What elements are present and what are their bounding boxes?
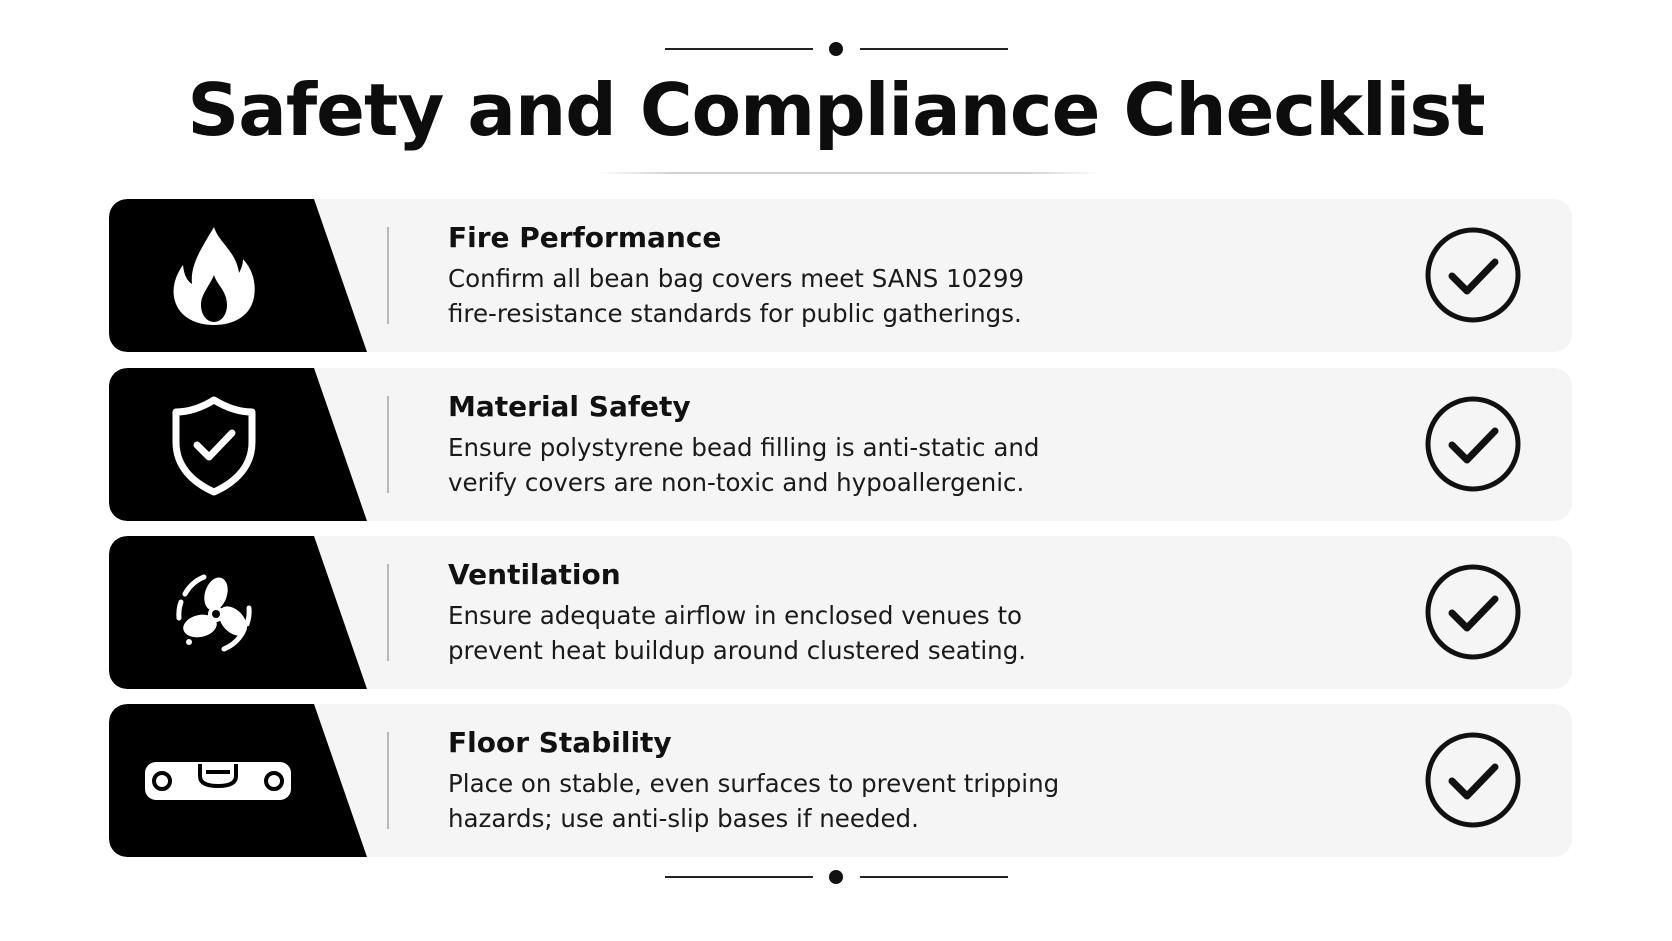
item-description — [448, 430, 1148, 500]
check-circle-icon[interactable] — [1423, 730, 1523, 830]
item-description-line: hazards; use anti-slip bases if needed. — [448, 804, 919, 833]
check-circle-icon[interactable] — [1423, 562, 1523, 662]
title-underline — [596, 172, 1101, 174]
item-description — [448, 261, 1148, 331]
vertical-divider — [387, 564, 389, 661]
ornament-line-left — [665, 876, 813, 878]
item-title: Fire Performance — [448, 221, 722, 254]
fan-icon — [159, 558, 269, 668]
checklist-item-fire-performance — [109, 199, 1572, 352]
item-description-line: Ensure adequate airflow in enclosed venues to — [448, 601, 1023, 630]
ornament-dot — [829, 870, 843, 884]
checklist-item-ventilation — [109, 536, 1572, 689]
ornament-dot — [829, 42, 843, 56]
bottom-ornament — [0, 867, 1672, 887]
check-circle-icon[interactable] — [1423, 225, 1523, 325]
shield-check-icon — [159, 390, 269, 500]
checklist-item-material-safety — [109, 368, 1572, 521]
item-description — [448, 598, 1148, 668]
vertical-divider — [387, 732, 389, 829]
ornament-line-left — [665, 48, 813, 50]
item-description-line: Ensure polystyrene bead filling is anti-static and — [448, 433, 1040, 462]
ornament-line-right — [860, 48, 1008, 50]
item-description-line: fire-resistance standards for public gatherings. — [448, 299, 1022, 328]
icon-panel — [109, 704, 367, 857]
item-description — [448, 766, 1148, 836]
item-description-line: verify covers are non-toxic and hypoallergenic. — [448, 468, 1025, 497]
ornament-line-right — [860, 876, 1008, 878]
icon-panel — [109, 536, 367, 689]
item-title: Material Safety — [448, 390, 691, 423]
top-ornament — [0, 39, 1672, 59]
vertical-divider — [387, 227, 389, 324]
page-title: Safety and Compliance Checklist — [187, 68, 1485, 152]
item-description-line: Place on stable, even surfaces to prevent tripping — [448, 769, 1060, 798]
vertical-divider — [387, 396, 389, 493]
icon-panel — [109, 199, 367, 352]
checklist-item-floor-stability — [109, 704, 1572, 857]
item-description-line: prevent heat buildup around clustered seating. — [448, 636, 1027, 665]
item-description-line: Confirm all bean bag covers meet SANS 10299 — [448, 264, 1025, 293]
spirit-level-icon — [143, 726, 293, 836]
flame-icon — [159, 221, 269, 331]
check-circle-icon[interactable] — [1423, 394, 1523, 494]
item-title: Ventilation — [448, 558, 621, 591]
icon-panel — [109, 368, 367, 521]
item-title: Floor Stability — [448, 726, 672, 759]
